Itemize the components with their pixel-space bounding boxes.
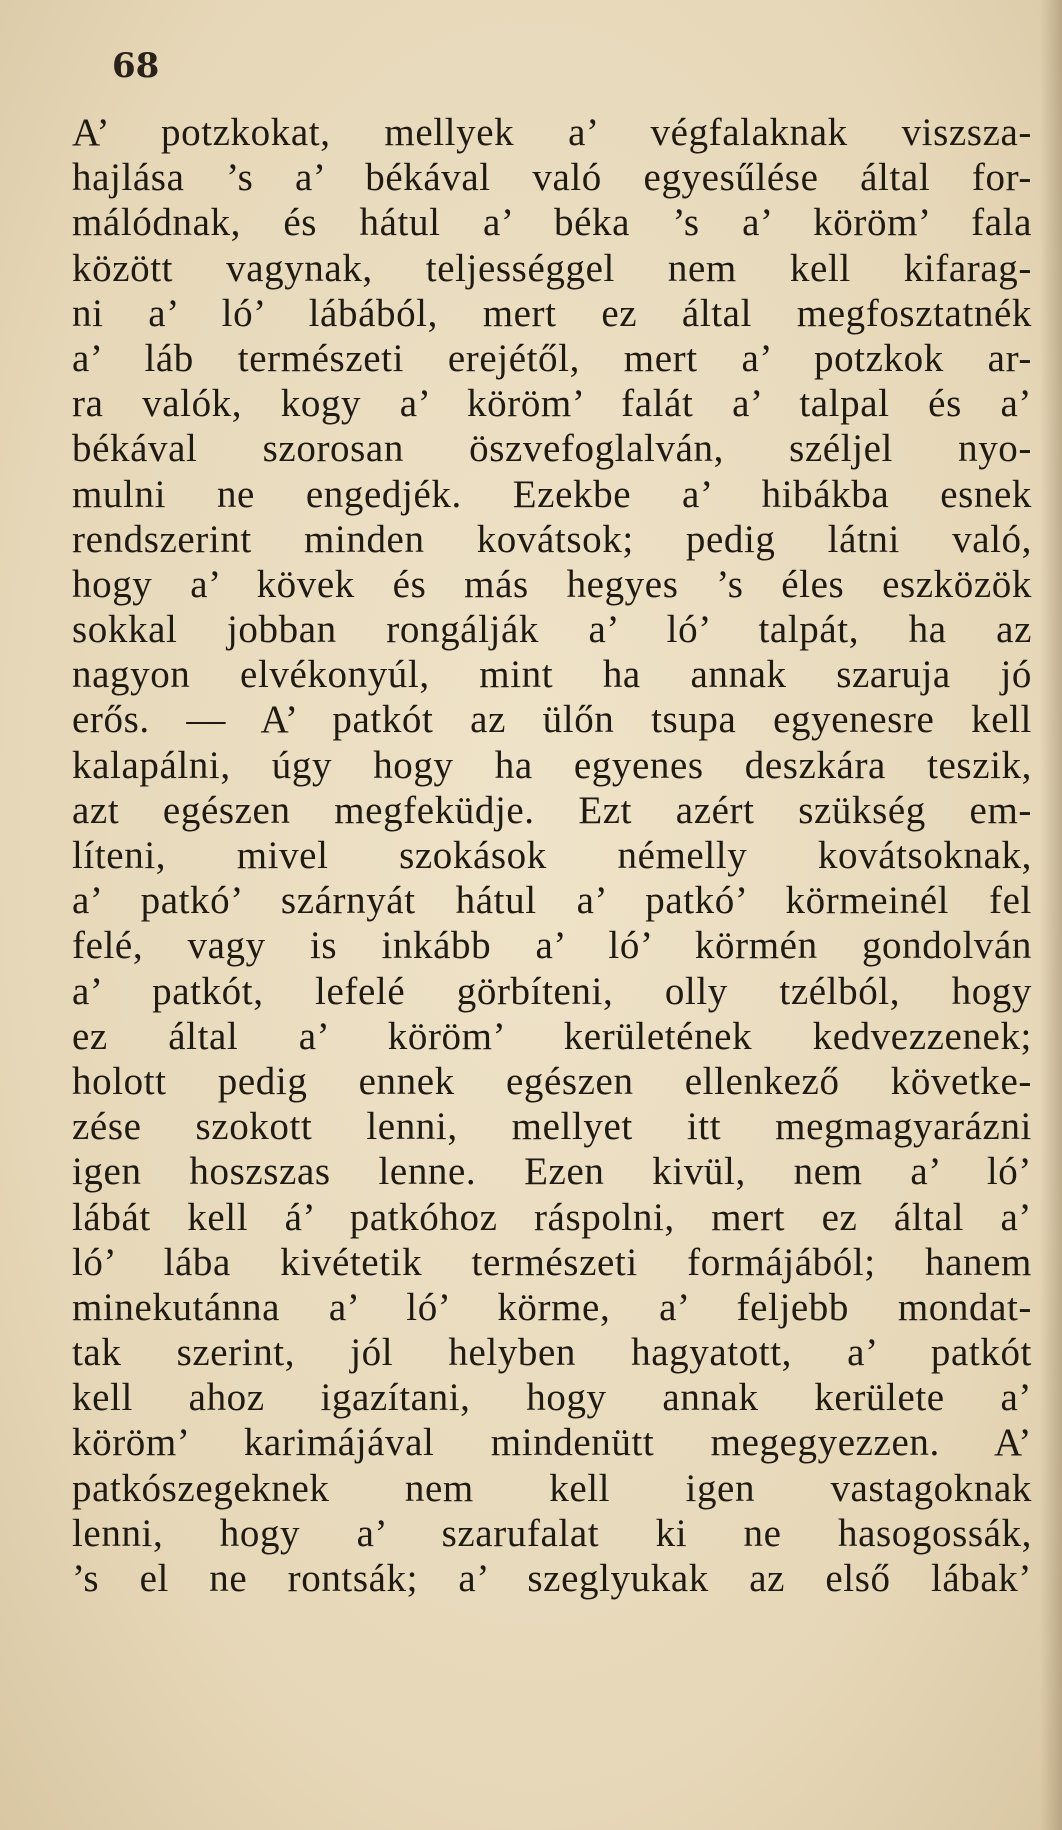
text-line: lenni, hogy a’ szarufalat ki ne hasogossák,	[72, 1511, 1032, 1555]
text-line: patkószegeknek nem kell igen vastagoknak	[72, 1466, 1032, 1510]
text-line: hogy a’ kövek és más hegyes ’s éles eszközök	[72, 562, 1032, 606]
text-line: ló’ lába kivétetik természeti formájából; hanem	[72, 1240, 1032, 1284]
body-text	[72, 110, 1032, 1601]
page-number: 68	[112, 46, 160, 86]
text-line: ’s el ne rontsák; a’ szeglyukak az első lábak’	[72, 1557, 1032, 1600]
text-line: között vagynak, teljességgel nem kell kifarag-	[72, 246, 1032, 290]
text-line: kell ahoz igazítani, hogy annak kerülete a’	[72, 1376, 1032, 1420]
text-line: a’ láb természeti erejétől, mert a’ potzkok ar-	[72, 336, 1032, 380]
page-edge-shadow	[1040, 0, 1062, 1830]
text-line: tak szerint, jól helyben hagyatott, a’ patkót	[72, 1331, 1032, 1375]
text-line: holott pedig ennek egészen ellenkező követke-	[72, 1059, 1032, 1103]
text-line: A’ potzkokat, mellyek a’ végfalaknak viszsza-	[72, 111, 1032, 154]
text-line: ni a’ ló’ lábából, mert ez által megfosztatnék	[72, 291, 1032, 335]
text-line: minekutánna a’ ló’ körme, a’ feljebb mondat-	[72, 1285, 1032, 1329]
text-line: lábát kell á’ patkóhoz ráspolni, mert ez által a’	[72, 1195, 1032, 1239]
text-line: a’ patkó’ szárnyát hátul a’ patkó’ körmeinél fel	[72, 879, 1032, 923]
text-line: líteni, mivel szokások némelly kovátsoknak,	[72, 834, 1032, 877]
text-line: békával szorosan öszvefoglalván, széljel nyo-	[72, 427, 1032, 471]
text-line: hajlása ’s a’ békával való egyesűlése által for-	[72, 156, 1032, 200]
text-line: ez által a’ köröm’ kerületének kedvezzenek;	[72, 1014, 1032, 1058]
text-line: ra valók, kogy a’ köröm’ falát a’ talpal és a’	[72, 382, 1032, 426]
text-line: erős. — A’ patkót az ülőn tsupa egyenesre kell	[72, 698, 1032, 742]
text-line: kalapálni, úgy hogy ha egyenes deszkára teszik,	[72, 743, 1032, 787]
text-line: mulni ne engedjék. Ezekbe a’ hibákba esnek	[72, 472, 1032, 516]
text-line: nagyon elvékonyúl, mint ha annak szaruja jó	[72, 653, 1032, 697]
text-line: sokkal jobban rongálják a’ ló’ talpát, ha az	[72, 608, 1032, 652]
text-line: a’ patkót, lefelé görbíteni, olly tzélból, hogy	[72, 969, 1032, 1013]
text-line: köröm’ karimájával mindenütt megegyezzen. A’	[72, 1421, 1032, 1465]
text-line: málódnak, és hátul a’ béka ’s a’ köröm’ fala	[72, 201, 1032, 245]
text-line: azt egészen megfeküdje. Ezt azért szükség em-	[72, 788, 1032, 832]
text-line: igen hoszszas lenne. Ezen kivül, nem a’ ló’	[72, 1150, 1032, 1194]
text-line: rendszerint minden kovátsok; pedig látni való,	[72, 517, 1032, 561]
text-line: felé, vagy is inkább a’ ló’ körmén gondolván	[72, 924, 1032, 968]
text-line: zése szokott lenni, mellyet itt megmagyarázni	[72, 1105, 1032, 1149]
